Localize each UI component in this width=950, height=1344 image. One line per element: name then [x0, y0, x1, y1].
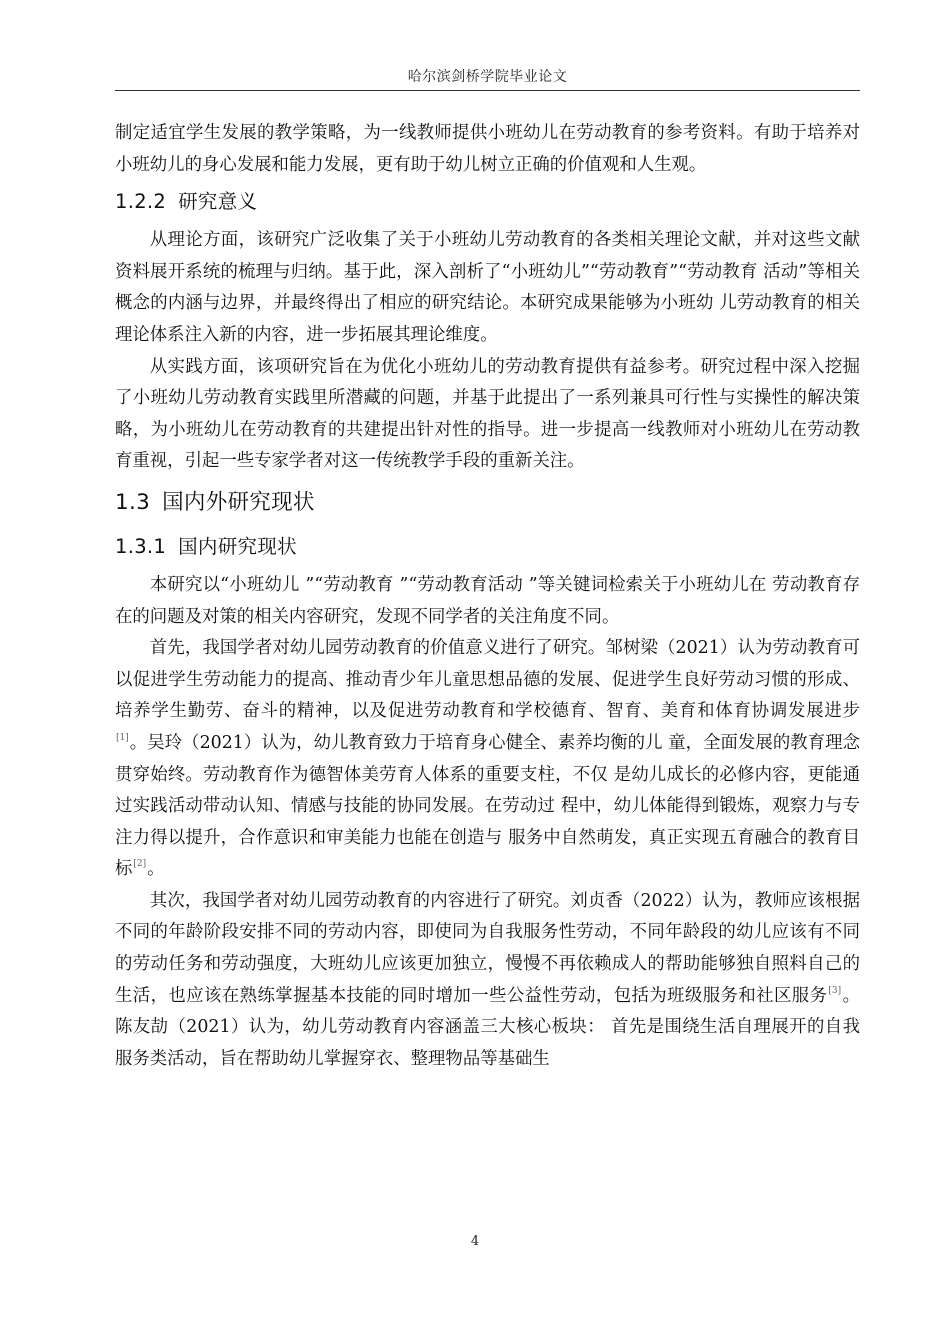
header-rule	[115, 90, 860, 91]
citation-1: [1]	[116, 732, 129, 743]
keywords-paragraph: 本研究以“小班幼儿 ”“劳动教育 ”“劳动教育活动 ”等关键词检索关于小班幼儿在 劳动教育存在的问题及对策的相关内容研究，发现不同学者的关注角度不同。	[115, 574, 860, 627]
value-paragraph	[115, 633, 860, 886]
page-number: 4	[470, 1234, 480, 1249]
practice-paragraph: 从实践方面，该项研究旨在为优化小班幼儿的劳动教育提供有益参考。研究过程中深入挖掘了小班幼儿劳动教育实践里所潜藏的问题，并基于此提出了一系列兼具可行性与实操性的解决策略，为小班幼儿在劳动教育的共建提出针对性的指导。进一步提高一线教师对小班幼儿在劳动教育重视，引起一些专家学者对这一传统教学手段的重新关注。	[115, 356, 860, 472]
section-heading-1-3	[115, 484, 860, 522]
value-text-2: 。吴玲（2021）认为，幼儿教育致力于培育身心健全、素养均衡的儿 童，全面发展的教育理念贯穿始终。劳动教育作为德智体美劳育人体系的重要支柱，不仅 是幼儿成长的必修内容，更能通过实践活动带动认知、情感与技能的协同发展。在劳动过 程中，幼儿体能得到锻炼，观察力与专注力得以提升，合作意识和审美能力也能在创造与 服务中自然萌发，真正实现五育融合的教育目标	[115, 732, 860, 880]
content-text-2: 。陈友劼（2021）认为，幼儿劳动教育内容涵盖三大核心板块： 首先是围绕生活自理展开的自我服务类活动，旨在帮助幼儿掌握穿衣、整理物品等基础生	[115, 985, 860, 1069]
section-title: 国内外研究现状	[162, 489, 315, 515]
body-text	[115, 118, 860, 1075]
section-title: 研究意义	[178, 190, 258, 214]
section-number: 1.3.1	[115, 534, 167, 558]
content-paragraph	[115, 886, 860, 1076]
theory-paragraph: 从理论方面，该研究广泛收集了关于小班幼儿劳动教育的各类相关理论文献，并对这些文献资料展开系统的梳理与归纳。基于此，深入剖析了“小班幼儿”“劳动教育”“劳动教育 活动”等相关概念的内涵与边界，并最终得出了相应的研究结论。本研究成果能够为小班幼 儿劳动教育的相关理论体系注入新的内容，进一步拓展其理论维度。	[115, 230, 860, 345]
running-header: 哈尔滨剑桥学院毕业论文	[407, 69, 568, 85]
value-text-3: 。	[147, 859, 165, 880]
section-title: 国内研究现状	[178, 534, 297, 558]
content-text-1: 其次，我国学者对幼儿园劳动教育的内容进行了研究。刘贞香（2022）认为，教师应该根据不同的年龄阶段安排不同的劳动内容，即使同为自我服务性劳动，不同年龄段的幼儿应该有不同的劳动任务和劳动强度，大班幼儿应该更加独立，慢慢不再依赖成人的帮助能够独自照料自己的生活，也应该在熟练掌握基本技能的同时增加一些公益性劳动，包括为班级服务和社区服务	[115, 890, 860, 1006]
section-heading-1-2-2	[115, 185, 860, 219]
value-text-1: 首先，我国学者对幼儿园劳动教育的价值意义进行了研究。邹树梁（2021）认为劳动教育可以促进学生劳动能力的提高、推动青少年儿童思想品德的发展、促进学生良好劳动习惯的形成、培养学生勤劳、奋斗的精神，以及促进劳动教育和学校德育、智育、美育和体育协调发展进步	[115, 638, 860, 722]
intro-paragraph: 制定适宜学生发展的教学策略，为一线教师提供小班幼儿在劳动教育的参考资料。有助于培养对小班幼儿的身心发展和能力发展，更有助于幼儿树立正确的价值观和人生观。	[115, 123, 860, 175]
citation-2: [2]	[133, 859, 147, 870]
section-number: 1.2.2	[115, 190, 167, 214]
section-heading-1-3-1	[115, 530, 860, 564]
section-number: 1.3	[115, 489, 151, 515]
citation-3: [3]	[828, 985, 842, 996]
